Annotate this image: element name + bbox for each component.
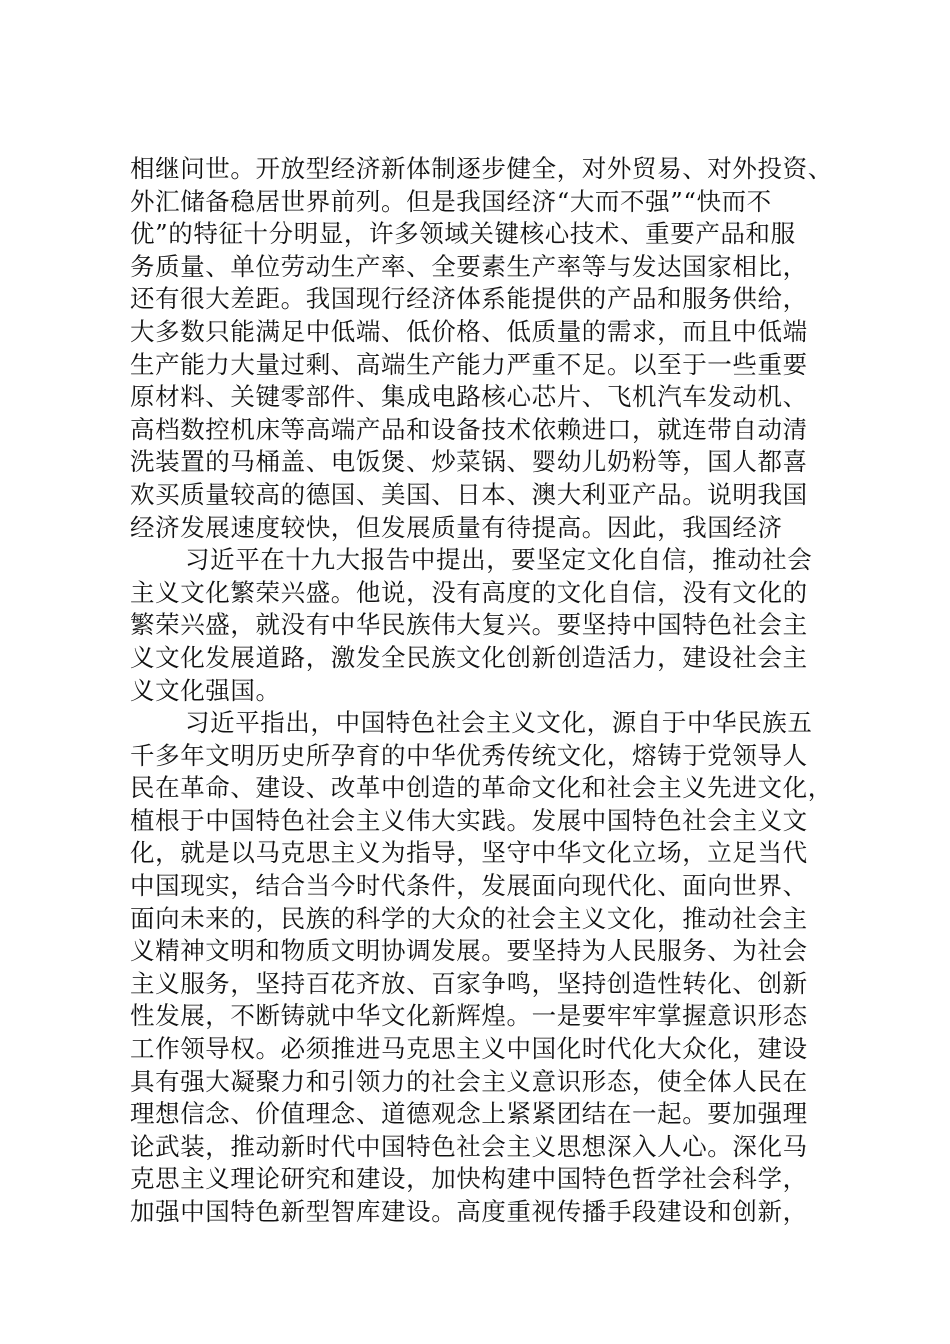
text-line: 义文化发展道路，激发全民族文化创新创造活力，建设社会主 <box>130 642 808 672</box>
text-line: 欢买质量较高的德国、美国、日本、澳大利亚产品。说明我国 <box>130 479 808 509</box>
paragraph-start-line: 习近平在十九大报告中提出，要坚定文化自信，推动社会 <box>185 545 813 575</box>
text-line: 生产能力大量过剩、高端生产能力严重不足。以至于一些重要 <box>130 349 808 379</box>
text-line: 克思主义理论研究和建设，加快构建中国特色哲学社会科学， <box>130 1164 808 1194</box>
text-line: 性发展，不断铸就中华文化新辉煌。一是要牢牢掌握意识形态 <box>130 1001 808 1031</box>
text-line: 相继问世。开放型经济新体制逐步健全，对外贸易、对外投资、 <box>130 154 833 183</box>
text-line: 加强中国特色新型智库建设。高度重视传播手段建设和创新， <box>130 1197 808 1226</box>
text-line: 理想信念、价值理念、道德观念上紧紧团结在一起。要加强理 <box>130 1099 808 1129</box>
text-line: 优”的特征十分明显，许多领域关键核心技术、重要产品和服 <box>130 219 796 249</box>
text-line: 千多年文明历史所孕育的中华优秀传统文化，熔铸于党领导人 <box>130 740 808 770</box>
text-line: 繁荣兴盛，就没有中华民族伟大复兴。要坚持中国特色社会主 <box>130 610 808 640</box>
body-text <box>130 153 833 1229</box>
text-line: 外汇储备稳居世界前列。但是我国经济“大而不强”“快而不 <box>130 186 772 216</box>
text-line: 工作领导权。必须推进马克思主义中国化时代化大众化，建设 <box>130 1034 808 1064</box>
text-line: 高档数控机床等高端产品和设备技术依赖进口，就连带自动清 <box>130 414 808 444</box>
text-line: 原材料、关键零部件、集成电路核心芯片、飞机汽车发动机、 <box>130 382 808 412</box>
text-line: 义文化强国。 <box>130 675 281 705</box>
text-line: 民在革命、建设、改革中创造的革命文化和社会主义先进文化， <box>130 773 833 803</box>
text-line: 化，就是以马克思主义为指导，坚守中华文化立场，立足当代 <box>130 838 808 868</box>
paragraph-start-line: 习近平指出，中国特色社会主义文化，源自于中华民族五 <box>185 708 813 738</box>
text-line: 经济发展速度较快，但发展质量有待提高。因此，我国经济 <box>130 512 783 542</box>
text-line: 义精神文明和物质文明协调发展。要坚持为人民服务、为社会 <box>130 936 808 966</box>
text-line: 面向未来的，民族的科学的大众的社会主义文化，推动社会主 <box>130 903 808 933</box>
text-line: 植根于中国特色社会主义伟大实践。发展中国特色社会主义文 <box>130 805 808 835</box>
text-line: 大多数只能满足中低端、低价格、低质量的需求，而且中低端 <box>130 316 808 346</box>
text-line: 主义服务，坚持百花齐放、百家争鸣，坚持创造性转化、创新 <box>130 968 808 998</box>
text-line: 务质量、单位劳动生产率、全要素生产率等与发达国家相比， <box>130 251 808 281</box>
text-line: 还有很大差距。我国现行经济体系能提供的产品和服务供给， <box>130 284 808 314</box>
text-line: 论武装，推动新时代中国特色社会主义思想深入人心。深化马 <box>130 1131 808 1161</box>
text-line: 中国现实，结合当今时代条件，发展面向现代化、面向世界、 <box>130 871 808 901</box>
text-line: 具有强大凝聚力和引领力的社会主义意识形态，使全体人民在 <box>130 1066 808 1096</box>
text-line: 主义文化繁荣兴盛。他说，没有高度的文化自信，没有文化的 <box>130 577 808 607</box>
text-line: 洗装置的马桶盖、电饭煲、炒菜锅、婴幼儿奶粉等，国人都喜 <box>130 447 808 477</box>
